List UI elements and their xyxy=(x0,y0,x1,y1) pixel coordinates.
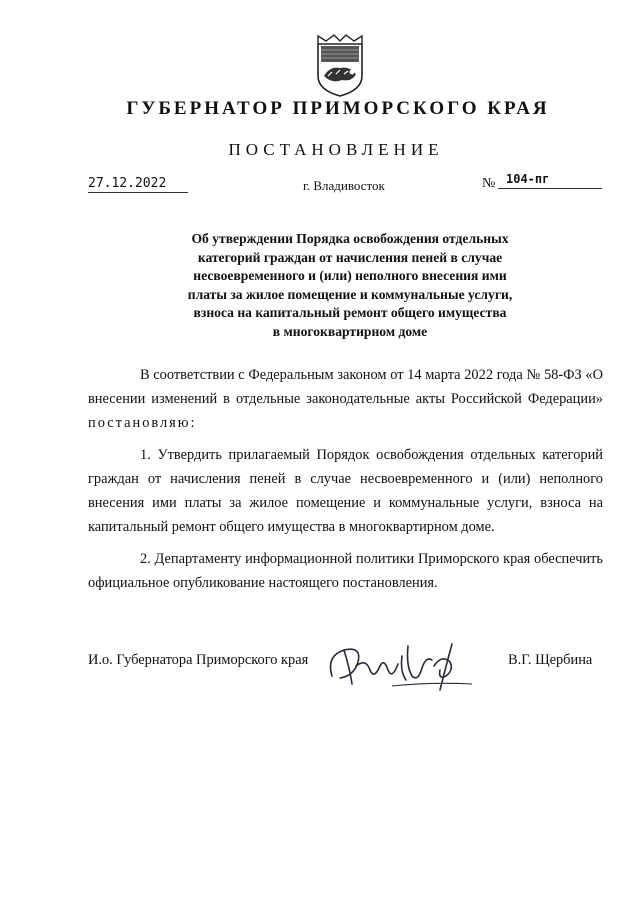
number-sign: № xyxy=(482,176,496,191)
preamble-verb: постановляю: xyxy=(88,415,197,431)
coat-of-arms-icon xyxy=(314,32,366,98)
document-title xyxy=(160,230,540,341)
title-line: платы за жилое помещение и коммунальные услуги, xyxy=(187,286,513,302)
title-line: Об утверждении Порядка освобождения отдельных xyxy=(191,231,509,246)
title-line: категорий граждан от начисления пеней в случае xyxy=(197,249,503,265)
handwritten-signature-icon xyxy=(322,636,482,694)
title-line: несвоевременного и (или) неполного внесения ими xyxy=(193,268,507,283)
signatory-name: В.Г. Щербина xyxy=(508,652,593,668)
issuer-heading: ГУБЕРНАТОР ПРИМОРСКОГО КРАЯ xyxy=(126,98,550,119)
document-type: ПОСТАНОВЛЕНИЕ xyxy=(228,140,444,159)
title-line: в многоквартирном доме xyxy=(272,323,428,339)
document-number: 104-пг xyxy=(498,172,602,189)
signatory-role: И.о. Губернатора Приморского края xyxy=(88,652,309,668)
title-line: взноса на капитальный ремонт общего имущества xyxy=(193,305,507,320)
item-1: 1. Утвердить прилагаемый Порядок освобождения отдельных категорий граждан от начисления пеней в случае несвоевременного и (или) неполного внесения ими платы за жилое помещение и коммунальные услуги, взноса на капитальный ремонт общего имущества в многоквартирном доме. xyxy=(88,447,603,535)
document-city: г. Владивосток xyxy=(303,178,385,193)
document-body xyxy=(88,363,603,595)
document-date: 27.12.2022 xyxy=(88,176,188,193)
preamble-text: В соответствии с Федеральным законом от 14 марта 2022 года № 58-ФЗ «О внесении изменений в отдельные законодательные акты Российской Федерации» xyxy=(88,367,603,407)
item-2: 2. Департаменту информационной политики Приморского края обеспечить официальное опубликование настоящего постановления. xyxy=(88,551,603,591)
preamble-paragraph xyxy=(88,363,603,435)
